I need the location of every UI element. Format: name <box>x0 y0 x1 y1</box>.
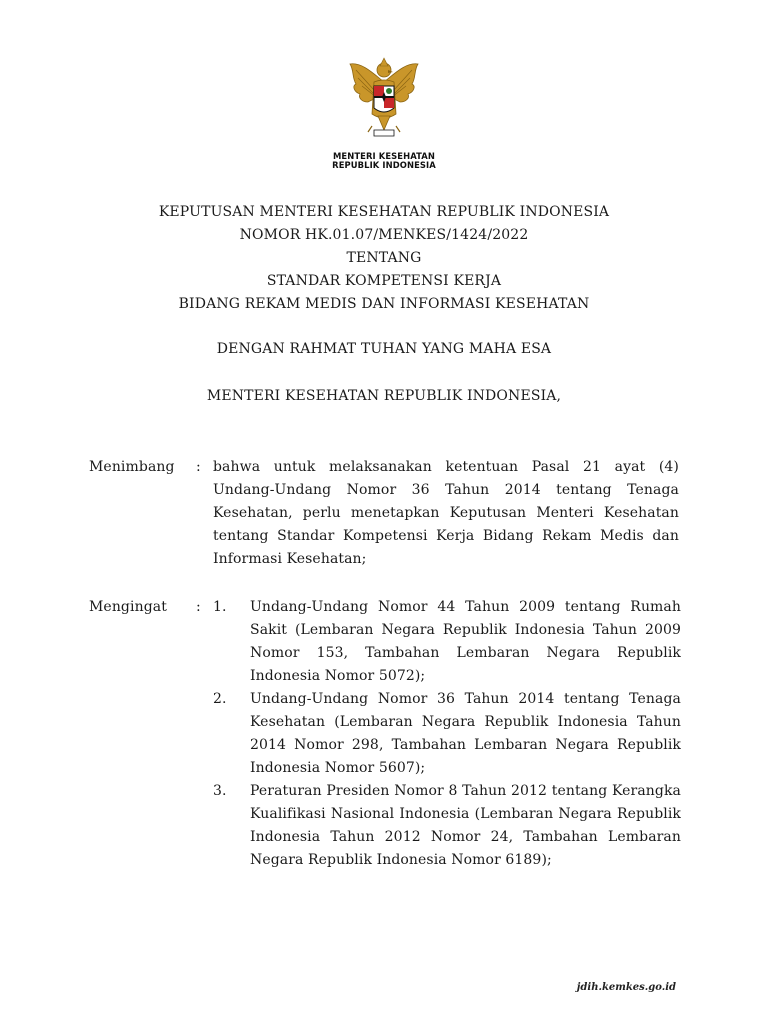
emblem-caption-line2: REPUBLIK INDONESIA <box>332 160 436 170</box>
mengingat-label: Mengingat <box>89 599 167 615</box>
list-item-number: 1. <box>213 599 227 615</box>
heading-field: BIDANG REKAM MEDIS DAN INFORMASI KESEHATAN <box>178 296 590 312</box>
list-item <box>213 688 681 780</box>
decree-heading <box>0 201 768 316</box>
menimbang-text: bahwa untuk melaksanakan ketentuan Pasal 21 ayat (4) Undang-Undang Nomor 36 Tahun 2014 tentang Tenaga Kesehatan, perlu menetapkan Keputusan Menteri Kesehatan tentang Standar Kompetensi Kerja Bidang Rekam Medis dan Informasi Kesehatan; <box>213 459 679 567</box>
list-item <box>213 780 681 872</box>
list-item-text: Undang-Undang Nomor 44 Tahun 2009 tentang Rumah Sakit (Lembaran Negara Republik Indonesia Tahun 2009 Nomor 153, Tambahan Lembaran Negara Republik Indonesia Nomor 5072); <box>250 599 681 684</box>
mengingat-list <box>213 596 681 872</box>
list-item-number: 2. <box>213 691 227 707</box>
heading-tentang: TENTANG <box>346 250 422 266</box>
minister-line: MENTERI KESEHATAN REPUBLIK INDONESIA, <box>206 388 562 404</box>
blessing-line: DENGAN RAHMAT TUHAN YANG MAHA ESA <box>216 341 552 357</box>
list-item-number: 3. <box>213 783 227 799</box>
emblem-caption-line1: MENTERI KESEHATAN <box>332 151 436 161</box>
list-item-text: Peraturan Presiden Nomor 8 Tahun 2012 tentang Kerangka Kualifikasi Nasional Indonesia (Lembaran Negara Republik Indonesia Tahun 2012 Nomor 24, Tambahan Lembaran Negara Republik Indonesia Nomor 6189); <box>250 783 681 868</box>
menimbang-colon: : <box>196 459 201 475</box>
list-item <box>213 596 681 688</box>
footer-site-link[interactable]: jdih.kemkes.go.id <box>576 982 676 993</box>
heading-title: KEPUTUSAN MENTERI KESEHATAN REPUBLIK INDONESIA <box>158 204 610 220</box>
list-item-text: Undang-Undang Nomor 36 Tahun 2014 tentang Tenaga Kesehatan (Lembaran Negara Republik Indonesia Tahun 2014 Nomor 298, Tambahan Lembaran Negara Republik Indonesia Nomor 5607); <box>250 691 681 776</box>
garuda-emblem-icon <box>344 52 424 152</box>
emblem <box>324 52 444 176</box>
menimbang-label: Menimbang <box>89 459 175 475</box>
heading-number: NOMOR HK.01.07/MENKES/1424/2022 <box>239 227 529 243</box>
heading-subject: STANDAR KOMPETENSI KERJA <box>266 273 502 289</box>
mengingat-colon: : <box>196 599 201 615</box>
